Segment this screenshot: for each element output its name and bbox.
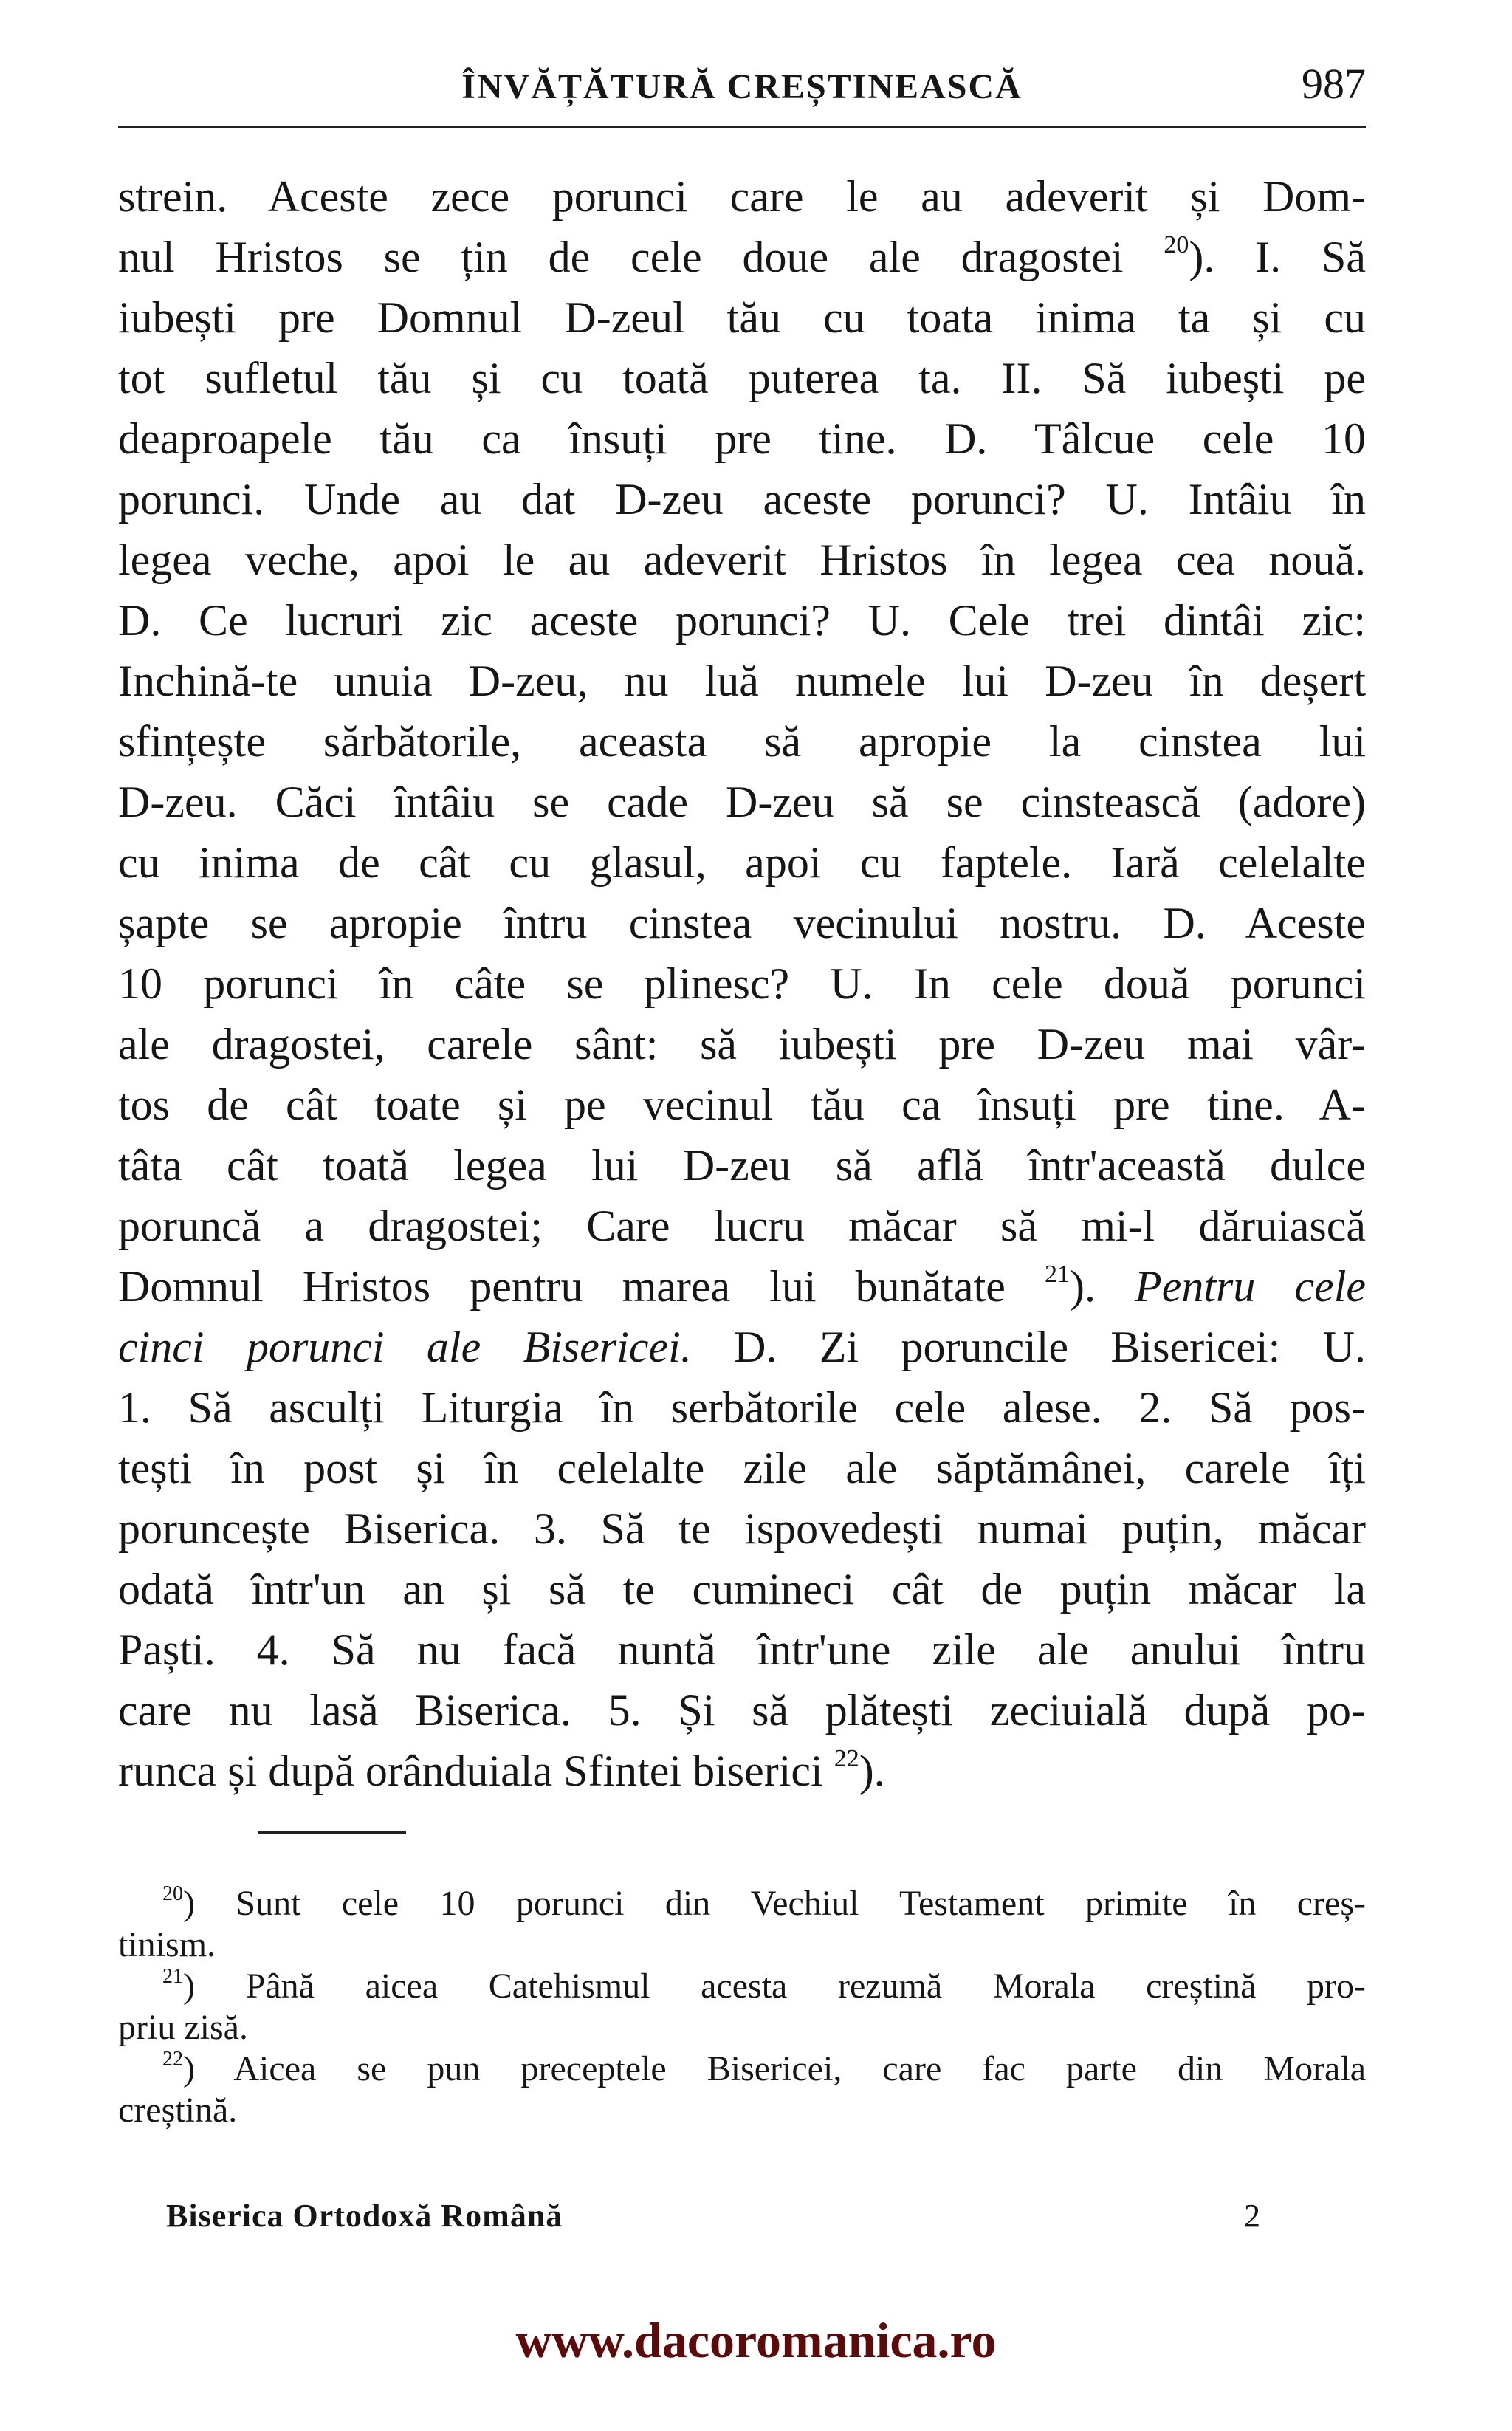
italic-heading: cinci porunci ale Bisericei. [118, 1323, 692, 1371]
body-line: tos de cât toate și pe vecinul tău ca însuți pre tine. A- [118, 1080, 1366, 1129]
body-line: porunci. Unde au dat D-zeu aceste porunci? U. Intâiu în [118, 475, 1366, 524]
page-number: 987 [1302, 60, 1366, 108]
body-line: ale dragostei, carele sânt: să iubești pre D-zeu mai vâr- [118, 1020, 1366, 1069]
body-line: șapte se apropie întru cinstea vecinului nostru. D. Aceste [118, 899, 1366, 947]
italic-heading: Pentru cele [1135, 1262, 1366, 1311]
body-line: legea veche, apoi le au adeverit Hristos în legea cea nouă. [118, 535, 1366, 584]
running-title: ÎNVĂȚĂTURĂ CREȘTINEASCĂ [461, 67, 1023, 106]
footnote-ref: 22 [834, 1745, 859, 1772]
watermark-url: www.dacoromanica.ro [515, 2312, 997, 2368]
footer-sheet-number: 2 [1244, 2198, 1260, 2234]
body-line: D-zeu. Căci întâiu se cade D-zeu să se cinstească (adore) [118, 778, 1366, 826]
footnote-21: $^{21}$) Până aicea Catehismul acesta rezumă Morala creștină pro- [162, 1965, 1366, 2006]
footnote-22: $^{22}$) Aicea se pun preceptele Bisericei, care fac parte din Morala [162, 2048, 1366, 2088]
footnote-divider [258, 1831, 406, 1834]
body-line: runca și după orânduiala Sfintei biserici $^{22}$). [118, 1745, 885, 1795]
footnote-20-cont: tinism. [118, 1925, 216, 1964]
body-line: tot sufletul tău și cu toată puterea ta. II. Să iubești pe [118, 354, 1366, 402]
body-line: 10 porunci în câte se plinesc? U. In cele două porunci [118, 959, 1366, 1008]
footnote-ref: 21 [1044, 1261, 1070, 1288]
footnote-22-cont: creștină. [118, 2091, 238, 2130]
body-line: tești în post și în celelalte zile ale săptămânei, carele îți [118, 1444, 1366, 1492]
footnotes [118, 1883, 1366, 2131]
body-line: nul Hristos se țin de cele doue ale dragostei $^{20}$). I. Să [118, 231, 1367, 281]
body-line: odată într'un an și să te cumineci cât de puțin măcar la [118, 1565, 1366, 1614]
footnote-20: $^{20}$) Sunt cele 10 porunci din Vechiul Testament primite în creș- [162, 1882, 1366, 1923]
footer-source: Biserica Ortodoxă Română [166, 2198, 563, 2234]
body-line: iubești pre Domnul D-zeul tău cu toata inima ta și cu [118, 293, 1366, 342]
body-line: Domnul Hristos pentru marea lui bunătate $^{21}$). Pentru cele [118, 1261, 1366, 1311]
body-line: cinci porunci ale Bisericei. D. Zi poruncile Bisericei: U. [118, 1323, 1367, 1371]
page-header [118, 44, 1366, 128]
body-line: tâta cât toată legea lui D-zeu să află într'această dulce [118, 1141, 1366, 1190]
body-line: poruncă a dragostei; Care lucru măcar să mi-l dăruiască [118, 1201, 1366, 1250]
body-text [118, 166, 1366, 1801]
footnote-21-cont: priu zisă. [118, 2008, 248, 2047]
body-line: poruncește Biserica. 3. Să te ispovedești numai puțin, măcar [118, 1504, 1366, 1553]
body-line: cu inima de cât cu glasul, apoi cu faptele. Iară celelalte [118, 838, 1366, 887]
body-line: strein. Aceste zece porunci care le au adeverit și Dom- [118, 172, 1366, 221]
footnote-ref: 20 [1164, 231, 1189, 258]
body-line: 1. Să asculți Liturgia în serbătorile cele alese. 2. Să pos- [118, 1383, 1366, 1432]
body-line: sfințește sărbătorile, aceasta să apropie la cinstea lui [118, 717, 1366, 766]
body-line: Inchină-te unuia D-zeu, nu luă numele lui D-zeu în deșert [118, 656, 1366, 705]
body-line: care nu lasă Biserica. 5. Și să plătești zeciuială după po- [118, 1686, 1366, 1735]
body-line: Paști. 4. Să nu facă nuntă într'une zile ale anului întru [118, 1625, 1366, 1674]
body-line: deaproapele tău ca însuți pre tine. D. Tâlcue cele 10 [118, 414, 1366, 463]
body-line: D. Ce lucruri zic aceste porunci? U. Cele trei dintâi zic: [118, 596, 1366, 645]
